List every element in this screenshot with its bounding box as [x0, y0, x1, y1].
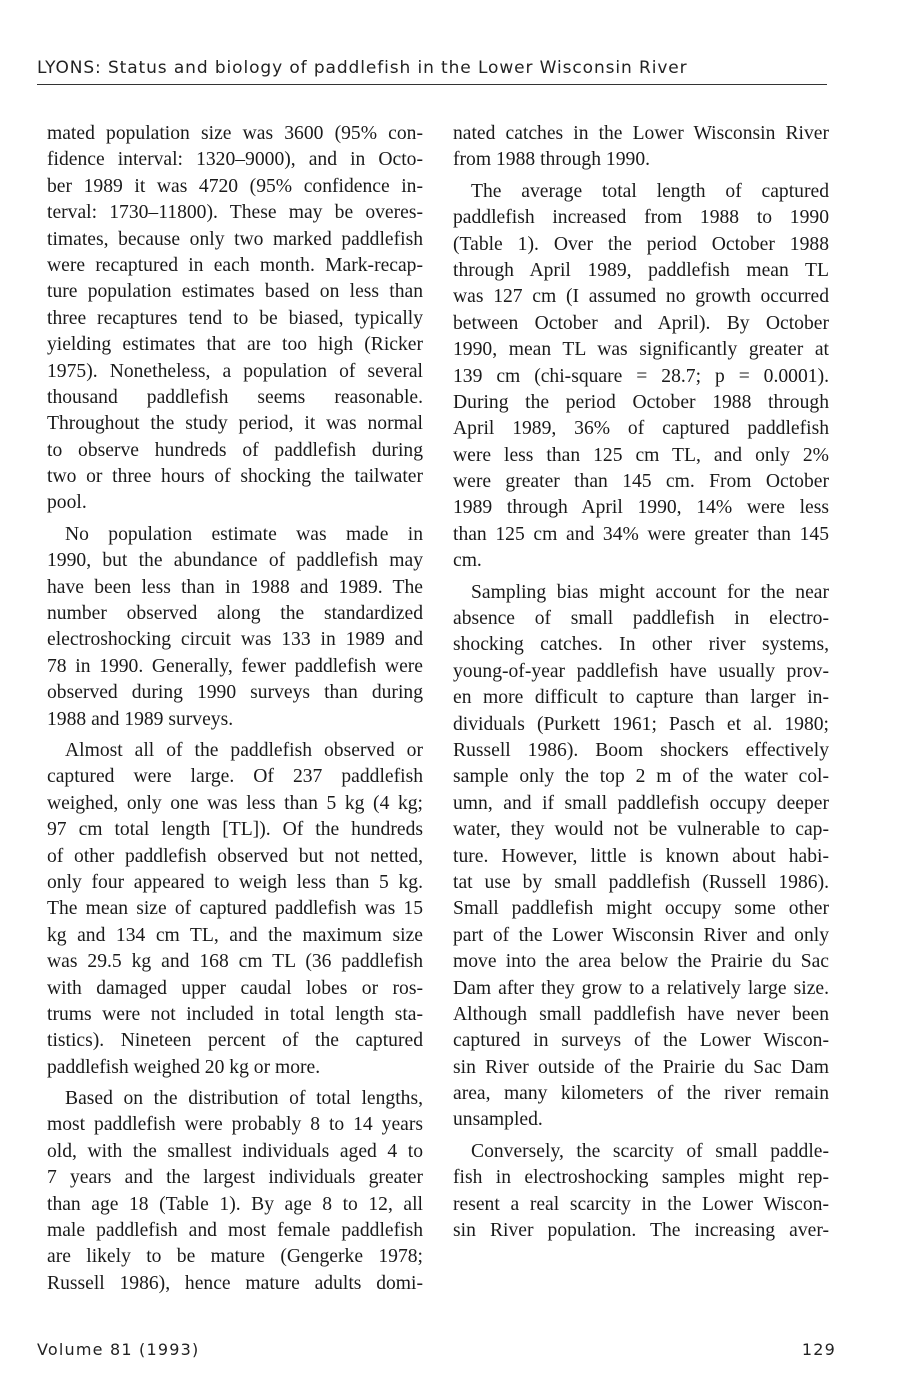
paragraph	[47, 1086, 423, 1297]
text-line: mated population size was 3600 (95% con-	[47, 123, 423, 144]
text-line: 1990, mean TL was significantly greater at	[453, 339, 829, 361]
text-line: sin River population. The increasing aver-	[453, 1220, 829, 1242]
text-line: from 1988 through 1990.	[453, 149, 651, 171]
text-line: absence of small paddlefish in electro-	[453, 608, 829, 630]
page-number: 129	[801, 1340, 836, 1359]
paragraph	[453, 179, 829, 575]
text-line: tat use by small paddlefish (Russell 1986).	[453, 871, 829, 893]
text-line: electroshocking circuit was 133 in 1989 and	[47, 629, 423, 651]
paragraph	[47, 121, 423, 517]
paragraph	[453, 580, 829, 1134]
text-line: sample only the top 2 m of the water col-	[453, 766, 829, 788]
text-line: No population estimate was made in	[65, 523, 423, 545]
text-line: terval: 1730–11800). These may be overes-	[47, 202, 423, 224]
text-line: male paddlefish and most female paddlefish	[47, 1220, 423, 1242]
text-line: than age 18 (Table 1). By age 8 to 12, all	[47, 1193, 423, 1215]
text-line: were less than 125 cm TL, and only 2%	[453, 444, 829, 466]
text-line: tistics). Nineteen percent of the captured	[47, 1030, 423, 1052]
text-line: through April 1989, paddlefish mean TL	[453, 259, 829, 281]
text-line: en more difficult to capture than larger in-	[453, 687, 829, 709]
text-line: 7 years and the largest individuals greater	[47, 1167, 423, 1189]
text-line: captured in surveys of the Lower Wiscon-	[453, 1030, 829, 1052]
text-line: resent a real scarcity in the Lower Wiscon-	[453, 1193, 829, 1215]
text-line: was 29.5 kg and 168 cm TL (36 paddlefish	[47, 951, 423, 973]
text-line: umn, and if small paddlefish occupy deeper	[453, 792, 829, 814]
text-line: The mean size of captured paddlefish was 15	[47, 898, 423, 920]
paragraph	[453, 1139, 829, 1245]
text-line: water, they would not be vulnerable to cap-	[453, 819, 829, 841]
footer-volume: Volume 81 (1993)	[37, 1340, 200, 1359]
text-line: were recaptured in each month. Mark-recap-	[47, 254, 423, 276]
text-line: three recaptures tend to be biased, typically	[47, 307, 423, 329]
paragraph	[453, 121, 829, 174]
text-line: part of the Lower Wisconsin River and only	[453, 924, 829, 946]
left-column	[47, 121, 423, 1302]
text-line: number observed along the standardized	[47, 603, 423, 625]
text-line: with damaged upper caudal lobes or ros-	[47, 977, 423, 999]
text-line: paddlefish increased from 1988 to 1990	[453, 207, 829, 229]
text-line: only four appeared to weigh less than 5 kg.	[47, 871, 423, 893]
text-line: fidence interval: 1320–9000), and in Octo-	[47, 149, 423, 171]
text-line: Dam after they grow to a relatively large size.	[453, 977, 829, 999]
text-line: April 1989, 36% of captured paddlefish	[453, 418, 829, 440]
text-line: ture population estimates based on less than	[47, 281, 423, 303]
text-line: to observe hundreds of paddlefish during	[47, 439, 423, 461]
text-line: ber 1989 it was 4720 (95% confidence in-	[47, 175, 423, 197]
text-line: area, many kilometers of the river remain	[453, 1083, 829, 1105]
text-line: 139 cm (chi-square = 28.7; p = 0.0001).	[453, 365, 829, 387]
text-line: thousand paddlefish seems reasonable.	[47, 386, 423, 408]
text-line: timates, because only two marked paddlefish	[47, 228, 423, 250]
text-line: fish in electroshocking samples might rep-	[453, 1167, 829, 1189]
text-line: weighed, only one was less than 5 kg (4 kg;	[47, 792, 423, 814]
text-line: young-of-year paddlefish have usually prov-	[453, 660, 829, 682]
text-line: Russell 1986), hence mature adults domi-	[47, 1272, 423, 1294]
text-line: Based on the distribution of total lengths,	[65, 1088, 423, 1110]
text-line: Russell 1986). Boom shockers effectively	[453, 739, 829, 761]
paragraph	[47, 522, 423, 733]
text-line: were greater than 145 cm. From October	[453, 471, 829, 493]
text-line: trums were not included in total length sta-	[47, 1003, 423, 1025]
text-line: 78 in 1990. Generally, fewer paddlefish were	[47, 655, 423, 677]
text-line: 1988 and 1989 surveys.	[47, 708, 234, 730]
text-line: between October and April). By October	[453, 312, 829, 334]
text-line: Although small paddlefish have never been	[453, 1003, 829, 1025]
text-line: shocking catches. In other river systems,	[453, 634, 829, 656]
text-line: pool.	[47, 492, 87, 514]
text-line: Sampling bias might account for the near	[471, 581, 829, 603]
text-line: 1990, but the abundance of paddlefish may	[47, 550, 423, 572]
header-rule	[37, 84, 827, 85]
text-line: dividuals (Purkett 1961; Pasch et al. 1980;	[453, 713, 829, 735]
running-header: LYONS: Status and biology of paddlefish in the Lower Wisconsin River	[37, 58, 688, 78]
text-line: 1975). Nonetheless, a population of several	[47, 360, 423, 382]
text-line: kg and 134 cm TL, and the maximum size	[47, 924, 423, 946]
text-line: ture. However, little is known about habi-	[453, 845, 829, 867]
text-line: of other paddlefish observed but not netted,	[47, 845, 423, 867]
text-line: unsampled.	[453, 1109, 543, 1131]
right-column	[453, 121, 829, 1249]
text-line: yielding estimates that are too high (Ricker	[47, 334, 423, 356]
text-line: Small paddlefish might occupy some other	[453, 898, 829, 920]
text-line: nated catches in the Lower Wisconsin River	[453, 123, 829, 144]
text-line: Throughout the study period, it was normal	[47, 413, 423, 435]
text-line: 97 cm total length [TL]). Of the hundreds	[47, 819, 423, 841]
text-line: During the period October 1988 through	[453, 391, 829, 413]
text-line: The average total length of captured	[471, 180, 829, 202]
text-line: old, with the smallest individuals aged 4 to	[47, 1140, 423, 1162]
text-line: than 125 cm and 34% were greater than 145	[453, 523, 829, 545]
text-line: are likely to be mature (Gengerke 1978;	[47, 1246, 423, 1268]
text-line: captured were large. Of 237 paddlefish	[47, 766, 423, 788]
text-line: paddlefish weighed 20 kg or more.	[47, 1056, 321, 1078]
text-line: most paddlefish were probably 8 to 14 years	[47, 1114, 423, 1136]
text-line: observed during 1990 surveys than during	[47, 682, 423, 704]
text-line: cm.	[453, 550, 482, 572]
text-line: 1989 through April 1990, 14% were less	[453, 497, 829, 519]
text-line: sin River outside of the Prairie du Sac Dam	[453, 1056, 829, 1078]
text-line: Almost all of the paddlefish observed or	[65, 739, 423, 761]
text-line: have been less than in 1988 and 1989. The	[47, 576, 423, 598]
text-line: Conversely, the scarcity of small paddle-	[471, 1140, 829, 1162]
text-line: two or three hours of shocking the tailwater	[47, 466, 423, 488]
paragraph	[47, 738, 423, 1081]
text-line: (Table 1). Over the period October 1988	[453, 233, 829, 255]
text-line: move into the area below the Prairie du Sac	[453, 951, 829, 973]
text-line: was 127 cm (I assumed no growth occurred	[453, 286, 829, 308]
